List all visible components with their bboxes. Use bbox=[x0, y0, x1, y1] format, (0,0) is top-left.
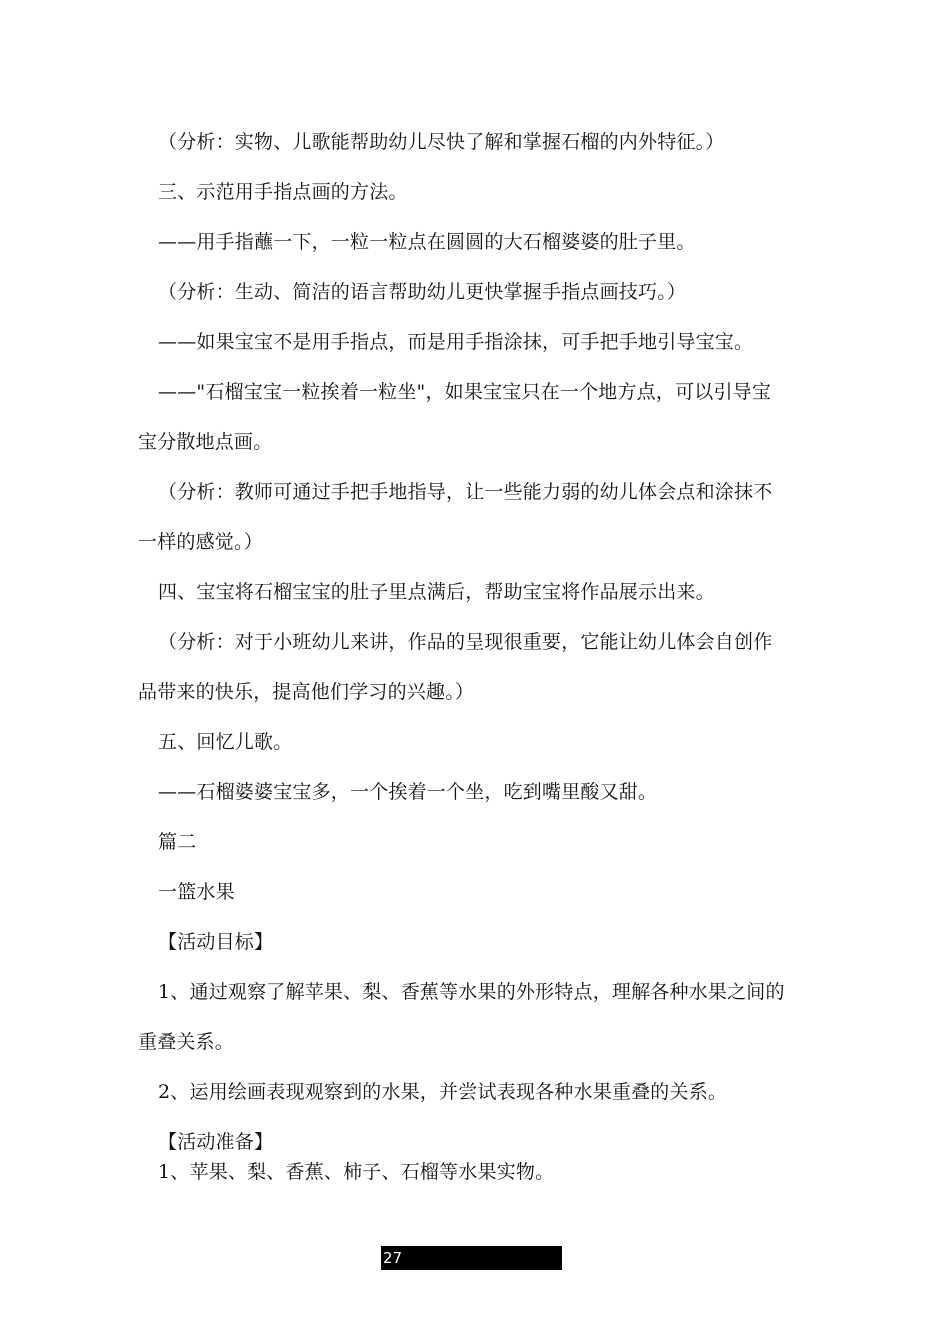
goal-item-1: 1、通过观察了解苹果、梨、香蕉等水果的外形特点，理解各种水果之间的 bbox=[158, 981, 785, 1003]
activity-goals-heading: 【活动目标】 bbox=[158, 931, 274, 953]
preparation-item-1: 1、苹果、梨、香蕉、柿子、石榴等水果实物。 bbox=[158, 1161, 555, 1183]
step-3-instruction: ——用手指蘸一下，一粒一粒点在圆圆的大石榴婆婆的肚子里。 bbox=[158, 231, 696, 253]
step-5-heading: 五、回忆儿歌。 bbox=[158, 731, 293, 753]
analysis-paragraph-3: （分析：教师可通过手把手地指导，让一些能力弱的幼儿体会点和涂抹不 bbox=[158, 481, 773, 503]
nursery-rhyme-line: ——石榴婆婆宝宝多，一个挨着一个坐，吃到嘴里酸又甜。 bbox=[158, 781, 658, 803]
activity-preparation-heading: 【活动准备】 bbox=[158, 1131, 274, 1153]
guidance-line-2: ——"石榴宝宝一粒挨着一粒坐"，如果宝宝只在一个地方点，可以引导宝 bbox=[158, 381, 772, 403]
section-heading: 篇二 bbox=[158, 831, 197, 853]
analysis-paragraph-2: （分析：生动、简洁的语言帮助幼儿更快掌握手指点画技巧。） bbox=[158, 281, 687, 303]
lesson-title: 一篮水果 bbox=[158, 881, 235, 903]
guidance-line-2-continued: 宝分散地点画。 bbox=[138, 431, 273, 453]
guidance-line-1: ——如果宝宝不是用手指点，而是用手指涂抹，可手把手地引导宝宝。 bbox=[158, 331, 754, 353]
page-number: 27 bbox=[383, 1249, 403, 1267]
analysis-paragraph-3-continued: 一样的感觉。） bbox=[138, 531, 263, 553]
analysis-paragraph-1: （分析：实物、儿歌能帮助幼儿尽快了解和掌握石榴的内外特征。） bbox=[158, 131, 725, 153]
analysis-paragraph-4: （分析：对于小班幼儿来讲，作品的呈现很重要，它能让幼儿体会自创作 bbox=[158, 631, 773, 653]
step-3-heading: 三、示范用手指点画的方法。 bbox=[158, 181, 408, 203]
step-4-heading: 四、宝宝将石榴宝宝的肚子里点满后，帮助宝宝将作品展示出来。 bbox=[158, 581, 715, 603]
goal-item-2: 2、运用绘画表现观察到的水果，并尝试表现各种水果重叠的关系。 bbox=[158, 1081, 728, 1103]
goal-item-1-continued: 重叠关系。 bbox=[138, 1031, 235, 1053]
page-number-bar bbox=[381, 1246, 562, 1270]
analysis-paragraph-4-continued: 品带来的快乐，提高他们学习的兴趣。） bbox=[138, 681, 475, 703]
